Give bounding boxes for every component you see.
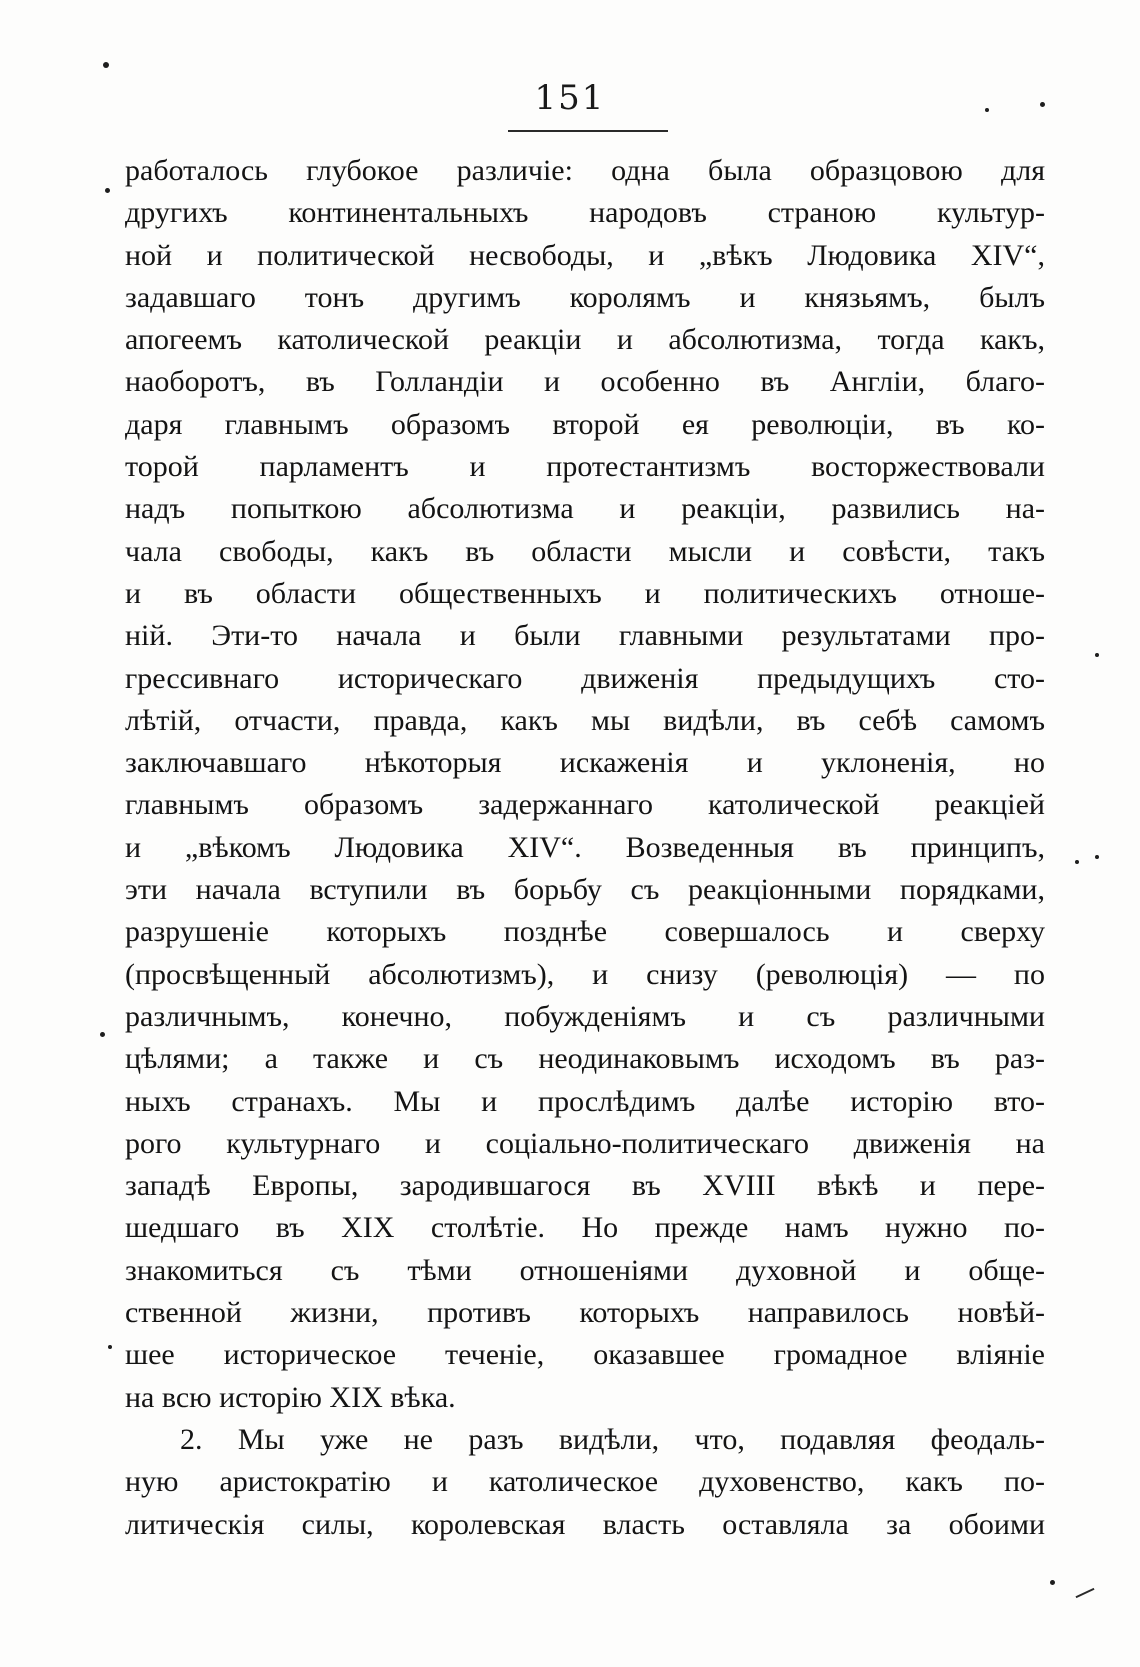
text-line: наоборотъ, въ Голландіи и особенно въ Англіи, благо- bbox=[125, 365, 1045, 399]
text-line: литическія силы, королевская власть оставляла за обоими bbox=[125, 1507, 1045, 1541]
text-line: (просвѣщенный абсолютизмъ), и снизу (революція) — по bbox=[125, 957, 1045, 991]
scan-speck bbox=[1095, 855, 1099, 859]
text-line: цѣлями; а также и съ неодинаковымъ исходомъ въ раз- bbox=[125, 1042, 1045, 1076]
scan-speck bbox=[105, 188, 110, 193]
text-line: 2. Мы уже не разъ видѣли, что, подавляя феодаль- bbox=[180, 1422, 1045, 1456]
text-line: надъ попыткою абсолютизма и реакціи, развились на- bbox=[125, 492, 1045, 526]
text-line: лѣтій, отчасти, правда, какъ мы видѣли, въ себѣ самомъ bbox=[125, 703, 1045, 737]
scan-speck bbox=[1075, 860, 1079, 864]
text-line: заключавшаго нѣкоторыя искаженія и уклоненія, но bbox=[125, 746, 1045, 780]
text-line: и въ области общественныхъ и политическихъ отноше- bbox=[125, 576, 1045, 610]
text-line: главнымъ образомъ задержаннаго католической реакціей bbox=[125, 788, 1045, 822]
text-line: ній. Эти-то начала и были главными результатами про- bbox=[125, 619, 1045, 653]
scan-speck bbox=[100, 1032, 105, 1037]
scan-speck bbox=[1040, 102, 1045, 107]
text-line: и „вѣкомъ Людовика XIV“. Возведенныя въ принципъ, bbox=[125, 830, 1045, 864]
text-line: апогеемъ католической реакціи и абсолютизма, тогда какъ, bbox=[125, 323, 1045, 357]
text-line: ныхъ странахъ. Мы и прослѣдимъ далѣе исторію вто- bbox=[125, 1084, 1045, 1118]
text-line: знакомиться съ тѣми отношеніями духовной и обще- bbox=[125, 1253, 1045, 1287]
text-line: работалось глубокое различіе: одна была образцовою для bbox=[125, 154, 1045, 187]
scan-speck bbox=[1095, 653, 1099, 657]
text-line: даря главнымъ образомъ второй ея революціи, въ ко- bbox=[125, 407, 1045, 441]
scan-speck bbox=[1050, 1580, 1055, 1585]
text-line: шедшаго въ XIX столѣтіе. Но прежде намъ нужно по- bbox=[125, 1211, 1045, 1245]
text-line: западѣ Европы, зародившагося въ XVIII вѣкѣ и пере- bbox=[125, 1169, 1045, 1203]
text-line: ной и политической несвободы, и „вѣкъ Людовика XIV“, bbox=[125, 238, 1045, 272]
text-line: рого культурнаго и соціально-политическаго движенія на bbox=[125, 1126, 1045, 1160]
text-line: разрушеніе которыхъ позднѣе совершалось и сверху bbox=[125, 915, 1045, 949]
text-line: различнымъ, конечно, побужденіямъ и съ различными bbox=[125, 999, 1045, 1033]
text-line: другихъ континентальныхъ народовъ страною культур- bbox=[125, 196, 1045, 230]
scan-speck bbox=[108, 1345, 112, 1349]
scan-speck bbox=[985, 108, 989, 112]
scan-speck bbox=[103, 62, 109, 68]
scan-mark bbox=[1076, 1588, 1095, 1598]
text-line: торой парламентъ и протестантизмъ восторжествовали bbox=[125, 450, 1045, 484]
text-line: грессивнаго историческаго движенія предыдущихъ сто- bbox=[125, 661, 1045, 695]
text-line: чала свободы, какъ въ области мысли и совѣсти, такъ bbox=[125, 534, 1045, 568]
text-line: ственной жизни, противъ которыхъ направилось новѣй- bbox=[125, 1296, 1045, 1330]
body-text bbox=[125, 150, 1045, 1546]
header-rule bbox=[508, 130, 668, 132]
text-line: на всю исторію XIX вѣка. bbox=[125, 1380, 456, 1414]
text-line: ную аристократію и католическое духовенство, какъ по- bbox=[125, 1465, 1045, 1499]
text-line: шее историческое теченіе, оказавшее громадное вліяніе bbox=[125, 1338, 1045, 1372]
text-line: эти начала вступили въ борьбу съ реакціонными порядками, bbox=[125, 873, 1045, 907]
page-number: 151 bbox=[534, 78, 606, 118]
text-line: задавшаго тонъ другимъ королямъ и князьямъ, былъ bbox=[125, 280, 1045, 314]
